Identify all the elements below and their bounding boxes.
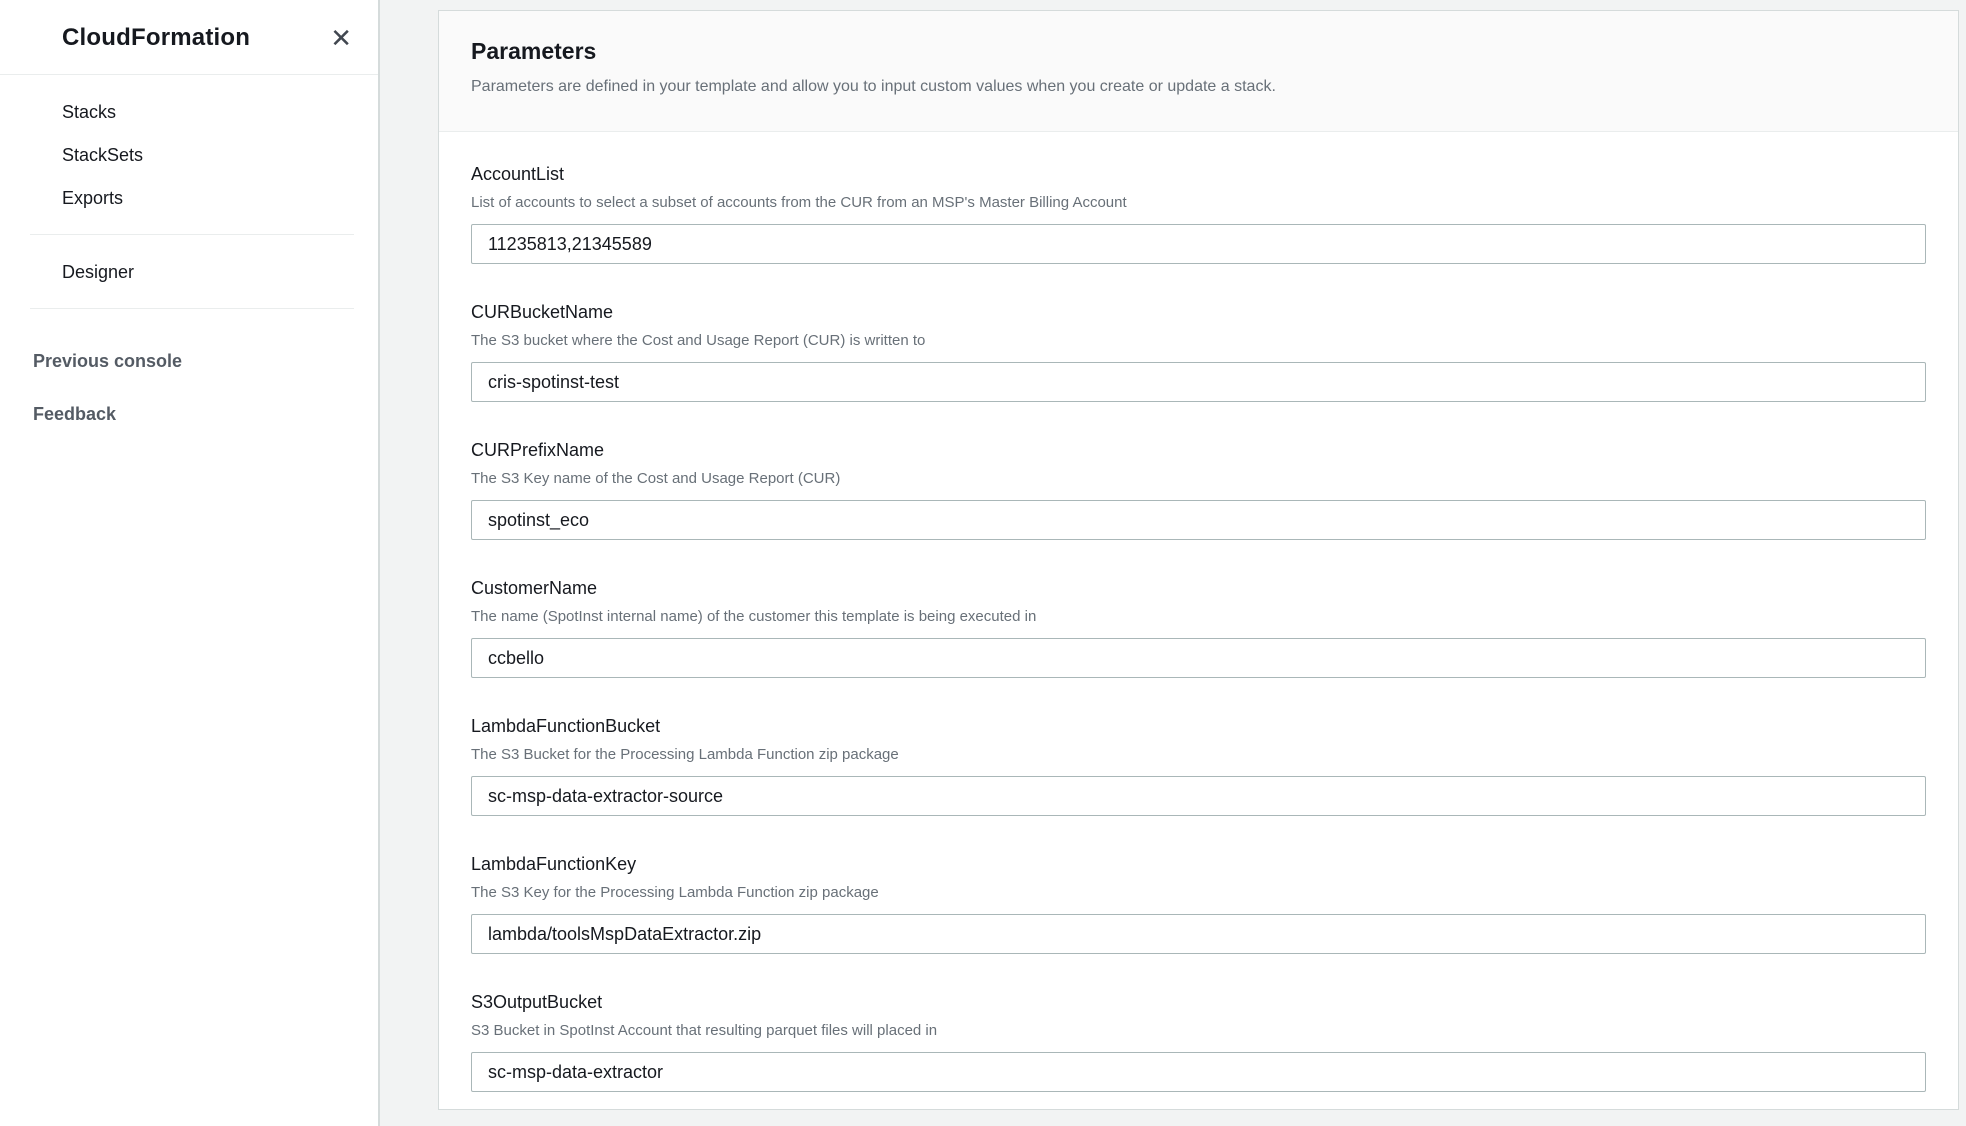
parameter-label: CURPrefixName xyxy=(471,440,605,460)
parameter-field xyxy=(471,576,1926,678)
parameter-label: LambdaFunctionBucket xyxy=(471,716,661,736)
parameter-label: LambdaFunctionKey xyxy=(471,854,637,874)
parameter-input[interactable] xyxy=(471,224,1926,264)
sidebar-nav-item[interactable]: Stacks xyxy=(62,102,117,122)
close-icon[interactable]: ✕ xyxy=(330,23,352,53)
parameter-input[interactable] xyxy=(471,776,1926,816)
parameter-description: The S3 Key name of the Cost and Usage Report (CUR) xyxy=(471,470,841,487)
panel-description: Parameters are defined in your template and allow you to input custom values when you create or update a stack. xyxy=(471,78,1276,95)
parameters-panel xyxy=(438,10,1959,1110)
parameter-description: The S3 bucket where the Cost and Usage Report (CUR) is written to xyxy=(471,332,926,349)
parameter-description: The name (SpotInst internal name) of the customer this template is being executed in xyxy=(471,608,1037,625)
sidebar-header xyxy=(0,0,378,75)
parameter-field xyxy=(471,990,1926,1092)
parameter-field xyxy=(471,300,1926,402)
parameter-description: S3 Bucket in SpotInst Account that resulting parquet files will placed in xyxy=(471,1022,938,1039)
sidebar-nav-item[interactable]: StackSets xyxy=(62,145,144,165)
sidebar-nav-item[interactable]: Exports xyxy=(62,188,124,208)
parameter-field xyxy=(471,714,1926,816)
parameter-input[interactable] xyxy=(471,362,1926,402)
parameter-input[interactable] xyxy=(471,1052,1926,1092)
parameter-field xyxy=(471,162,1926,264)
sidebar xyxy=(0,0,380,1126)
parameter-input[interactable] xyxy=(471,638,1926,678)
parameter-input[interactable] xyxy=(471,500,1926,540)
panel-title: Parameters xyxy=(471,38,597,64)
sidebar-nav-secondary xyxy=(0,235,378,308)
parameter-label: S3OutputBucket xyxy=(471,992,603,1012)
parameter-label: CustomerName xyxy=(471,578,598,598)
app-title: CloudFormation xyxy=(62,24,251,51)
parameter-description: List of accounts to select a subset of accounts from the CUR from an MSP's Master Billing Account xyxy=(471,194,1127,211)
sidebar-nav-primary xyxy=(0,75,378,234)
parameter-field xyxy=(471,438,1926,540)
sidebar-footer-link[interactable]: Feedback xyxy=(33,404,117,424)
parameter-description: The S3 Bucket for the Processing Lambda Function zip package xyxy=(471,746,899,763)
sidebar-nav-item[interactable]: Designer xyxy=(62,262,135,282)
sidebar-footer-links xyxy=(0,309,378,441)
parameter-field xyxy=(471,852,1926,954)
parameter-description: The S3 Key for the Processing Lambda Function zip package xyxy=(471,884,879,901)
parameters-panel-header xyxy=(439,11,1958,132)
parameters-form xyxy=(439,132,1958,1126)
parameter-label: CURBucketName xyxy=(471,302,614,322)
sidebar-footer-link[interactable]: Previous console xyxy=(33,351,183,371)
parameter-label: AccountList xyxy=(471,164,565,184)
parameter-input[interactable] xyxy=(471,914,1926,954)
